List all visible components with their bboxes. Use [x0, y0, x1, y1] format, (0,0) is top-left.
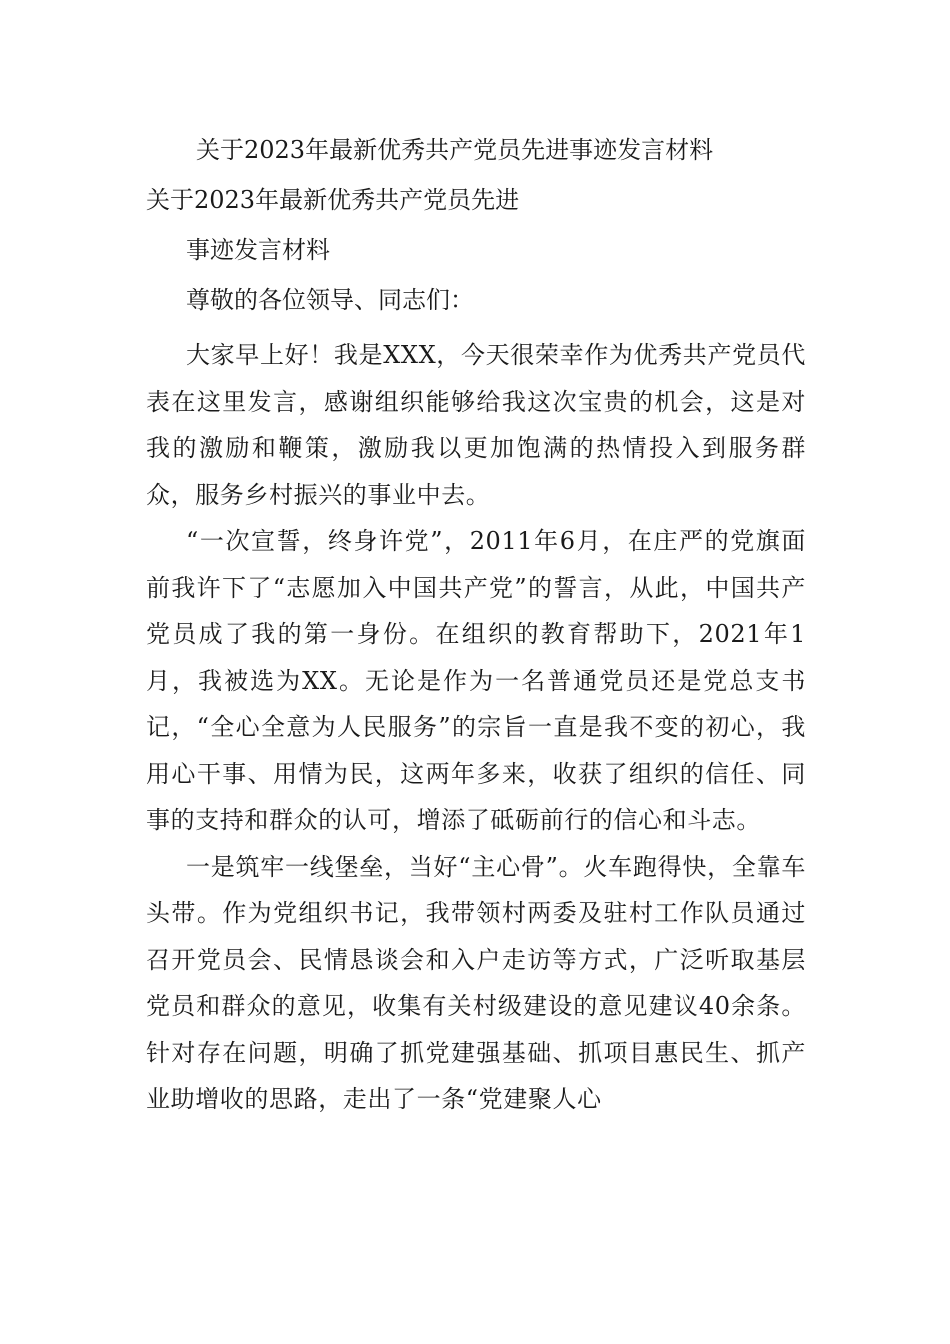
- paragraph-opening: 大家早上好！我是XXX，今天很荣幸作为优秀共产党员代表在这里发言，感谢组织能够给我这次宝贵的机会，这是对我的激励和鞭策，激励我以更加饱满的热情投入到服务群众，服务乡村振兴的事业中去。: [146, 341, 806, 509]
- salutation: 尊敬的各位领导、同志们：: [186, 286, 474, 314]
- document-subtitle-line2: 事迹发言材料: [186, 236, 330, 264]
- paragraph-oath: “一次宣誓，终身许党”，2011年6月，在庄严的党旗面前我许下了“志愿加入中国共产党”的誓言，从此，中国共产党员成了我的第一身份。在组织的教育帮助下，2021年1月，我被选为XX。无论是作为一名普通党员还是党总支书记，“全心全意为人民服务”的宗旨一直是我不变的初心，我用心干事、用情为民，这两年多来，收获了组织的信任、同事的支持和群众的认可，增添了砥砺前行的信心和斗志。: [146, 527, 806, 834]
- document-title: 关于2023年最新优秀共产党员先进事迹发言材料: [196, 136, 714, 164]
- document-body: [146, 332, 806, 1123]
- document-subtitle-line1: 关于2023年最新优秀共产党员先进: [146, 186, 520, 214]
- paragraph-point-one: 一是筑牢一线堡垒，当好“主心骨”。火车跑得快，全靠车头带。作为党组织书记，我带领村两委及驻村工作队员通过召开党员会、民情恳谈会和入户走访等方式，广泛听取基层党员和群众的意见，收集有关村级建设的意见建议40余条。针对存在问题，明确了抓党建强基础、抓项目惠民生、抓产业助增收的思路，走出了一条“党建聚人心: [146, 852, 806, 1113]
